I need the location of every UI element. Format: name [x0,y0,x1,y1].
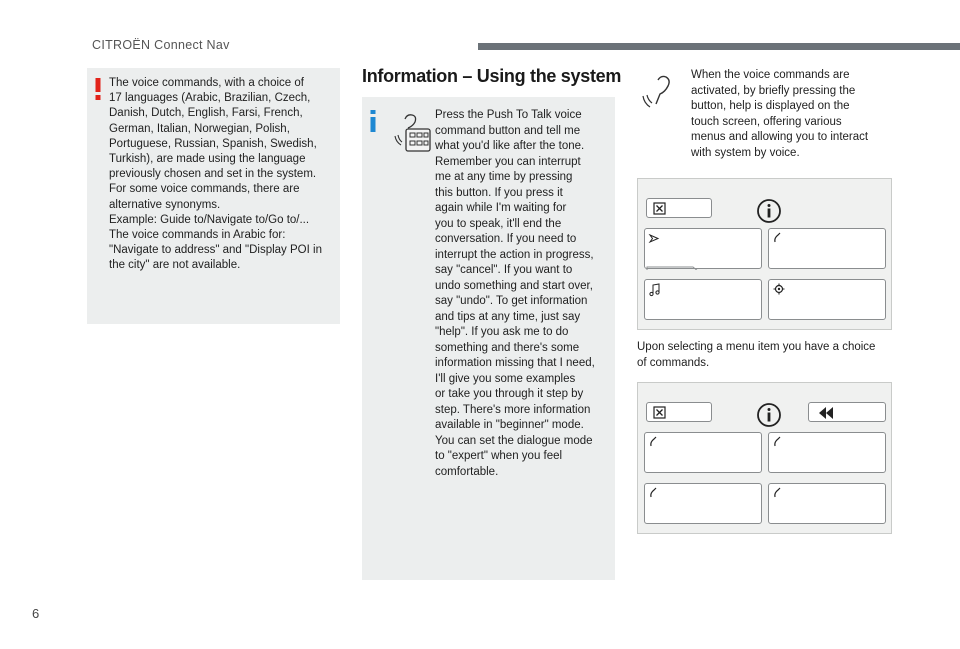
info-text: Press the Push To Talk voice command button and tell me what you'd like after the tone. Remember you can interrupt me at any time by pressing this button. If you press it again while I'm waiting for you to speak, it'll end the conversation. If you need to interrupt the action in progress, say "cancel". If you want to undo something and start over, say "undo". To get information and tips at any time, just say "help". If you ask me to do something and there's some information missing that I need, I'll give you some examples or take you through it step by step. There's more information available in "beginner" mode. You can set the dialogue mode to "expert" when you feel comfortable. [435,109,595,478]
phone-voice-button[interactable] [768,228,886,269]
navigation-voice-button[interactable] [644,228,762,269]
phone-icon [645,484,763,525]
warning-box [87,68,340,324]
menu-selection-text: Upon selecting a menu item you have a choice of commands. [637,341,876,369]
command-option-2[interactable] [768,432,886,473]
header-title: CITROËN Connect Nav [92,38,230,52]
command-option-1[interactable] [644,432,762,473]
help-info-icon[interactable] [756,198,782,224]
exclamation-icon [93,78,103,100]
close-icon [647,403,713,423]
close-icon [647,199,713,219]
phone-icon [769,229,887,270]
phone-icon [769,433,887,474]
back-icon [809,403,887,423]
settings-voice-button[interactable] [768,279,886,320]
page-number: 6 [32,606,40,621]
info-box [362,97,615,580]
voice-command-icon [640,74,678,112]
close-button[interactable] [646,198,712,218]
phone-icon [645,433,763,474]
command-option-4[interactable] [768,483,886,524]
phone-icon [769,484,887,525]
navigation-icon [645,229,763,270]
header-bar [478,43,960,50]
help-screen-submenu [637,382,892,534]
gear-icon [769,280,887,321]
command-option-3[interactable] [644,483,762,524]
music-note-icon [645,280,763,321]
warning-text: The voice commands, with a choice of 17 languages (Arabic, Brazilian, Czech, Danish, Dutch, English, Farsi, French, German, Italian, Norwegian, Polish, Portuguese, Russian, Spanish, Swedish, Turkish), are made using the language previously chosen and set in the system. For some voice commands, there are alternative synonyms. Example: Guide to/Navigate to/Go to/... The voice commands in Arabic for: "Navigate to address" and "Display POI in the city" are not available. [109,77,322,272]
info-icon [368,110,378,132]
voice-help-text: When the voice commands are activated, by briefly pressing the button, help is displayed on the touch screen, offering various menus and allowing you to interact with system by voice. [691,69,869,159]
help-screen-main [637,178,892,330]
section-title: Information – Using the system [362,66,622,86]
back-button[interactable] [808,402,886,422]
close-button[interactable] [646,402,712,422]
push-to-talk-icon [392,111,432,153]
media-voice-button[interactable] [644,279,762,320]
help-info-icon[interactable] [756,402,782,428]
